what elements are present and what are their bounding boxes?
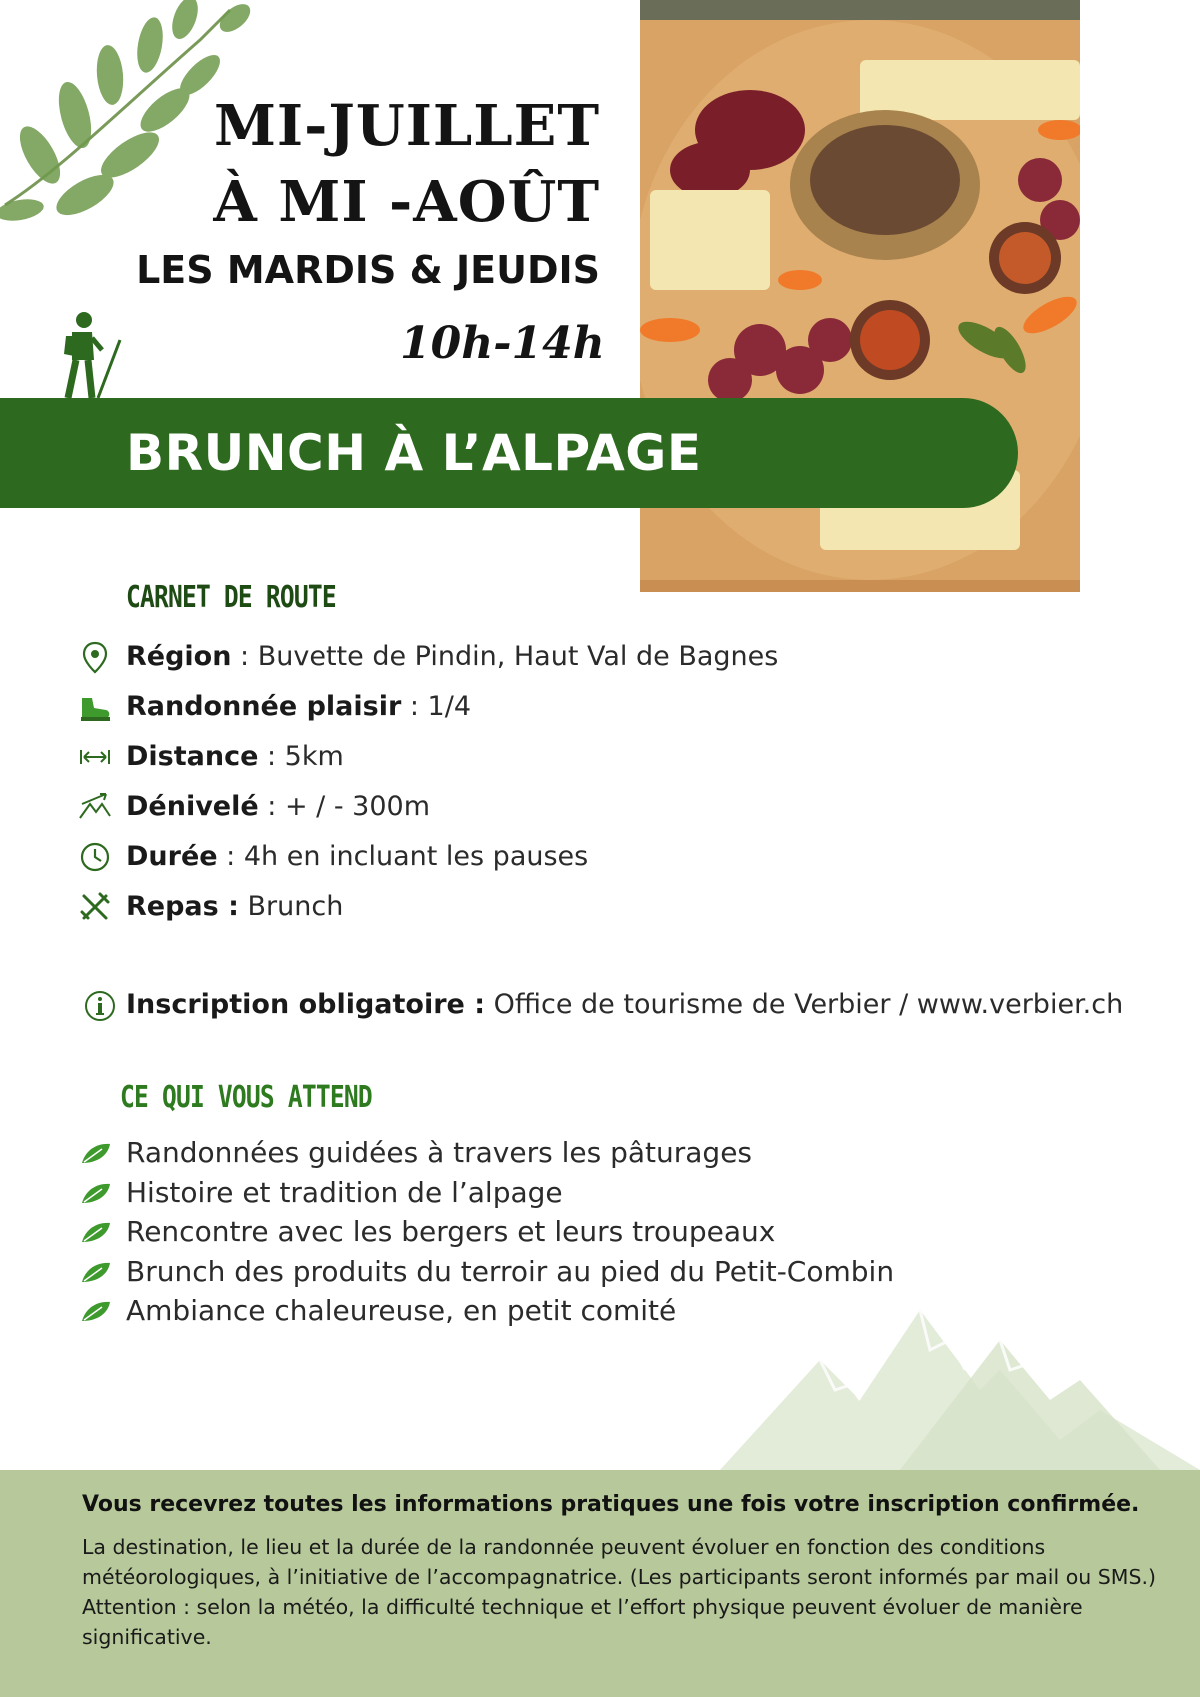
- region-value: Buvette de Pindin, Haut Val de Bagnes: [257, 641, 779, 672]
- attend-item-text: Rencontre avec les bergers et leurs troupeaux: [126, 1215, 776, 1248]
- attend-item-text: Randonnées guidées à travers les pâturages: [126, 1136, 753, 1169]
- elevation-icon: [78, 790, 112, 824]
- distance-label: Distance: [126, 741, 259, 772]
- leaf-bullet-icon: [80, 1141, 112, 1165]
- banner-title: BRUNCH À L’ALPAGE: [126, 424, 702, 482]
- distance-arrows-icon: [78, 740, 112, 774]
- attend-section-title: CE QUI VOUS ATTEND: [120, 1080, 372, 1115]
- list-item: [80, 1133, 1080, 1173]
- date-header: [136, 88, 600, 298]
- list-item: [80, 1252, 1080, 1292]
- list-item-meal: [78, 882, 1078, 932]
- list-item: [80, 1212, 1080, 1252]
- info-icon: [84, 990, 116, 1022]
- list-item-difficulty: Randonnée plaisir : 1/4: [78, 682, 1078, 732]
- duration-value: 4h en incluant les pauses: [243, 841, 589, 872]
- footer-notice-bold: Vous recevrez toutes les informations pratiques une fois votre inscription confirmée.: [82, 1492, 1140, 1517]
- carnet-list: [78, 632, 1078, 932]
- leaf-bullet-icon: [80, 1181, 112, 1205]
- meal-label: Repas :: [126, 891, 239, 922]
- difficulty-label: Randonnée plaisir: [126, 691, 402, 722]
- date-line-end: À MI -AOÛT: [213, 169, 600, 235]
- clock-icon: [78, 840, 112, 874]
- leaf-bullet-icon: [80, 1299, 112, 1323]
- title-banner: [0, 398, 1018, 508]
- location-pin-icon: [78, 640, 112, 674]
- meal-value: Brunch: [247, 891, 344, 922]
- inscription-value: Office de tourisme de Verbier / www.verbier.ch: [485, 989, 1124, 1020]
- inscription-label: Inscription obligatoire :: [126, 989, 486, 1020]
- list-item-duration: Durée : 4h en incluant les pauses: [78, 832, 1078, 882]
- distance-value: 5km: [284, 741, 344, 772]
- region-label: Région: [126, 641, 232, 672]
- footer-notice-text: La destination, le lieu et la durée de la randonnée peuvent évoluer en fonction des conditions météorologiques, à l’initiative de l’accompagnatrice. (Les participants seront informés par mail ou SMS.) Attention : selon la météo, la difficulté technique et l’effort physique peuvent évoluer de manière significative.: [82, 1535, 1156, 1649]
- duration-label: Durée: [126, 841, 218, 872]
- inscription-info: [84, 980, 1184, 1030]
- attend-item-text: Ambiance chaleureuse, en petit comité: [126, 1294, 677, 1327]
- list-item-region: Région : Buvette de Pindin, Haut Val de Bagnes: [78, 632, 1078, 682]
- list-item-elevation: Dénivelé : + / - 300m: [78, 782, 1078, 832]
- date-line-start: MI-JUILLET: [213, 93, 600, 159]
- hiking-boot-icon: [78, 690, 112, 724]
- cutlery-icon: [78, 890, 112, 924]
- list-item: [80, 1173, 1080, 1213]
- leaf-bullet-icon: [80, 1260, 112, 1284]
- list-item-distance: Distance : 5km: [78, 732, 1078, 782]
- elevation-value: + / - 300m: [284, 791, 430, 822]
- attend-item-text: Brunch des produits du terroir au pied du Petit-Combin: [126, 1254, 895, 1288]
- leaf-bullet-icon: [80, 1220, 112, 1244]
- carnet-section-title: CARNET DE ROUTE: [126, 580, 336, 615]
- mountains-illustration: [720, 1300, 1200, 1470]
- days-line: LES MARDIS & JEUDIS: [136, 248, 600, 292]
- attend-item-text: Histoire et tradition de l’alpage: [126, 1175, 563, 1209]
- difficulty-value: 1/4: [427, 691, 471, 722]
- time-range: 10h-14h: [400, 318, 605, 369]
- footer: [0, 1470, 1200, 1697]
- elevation-label: Dénivelé: [126, 791, 259, 822]
- hiker-icon: [58, 310, 128, 400]
